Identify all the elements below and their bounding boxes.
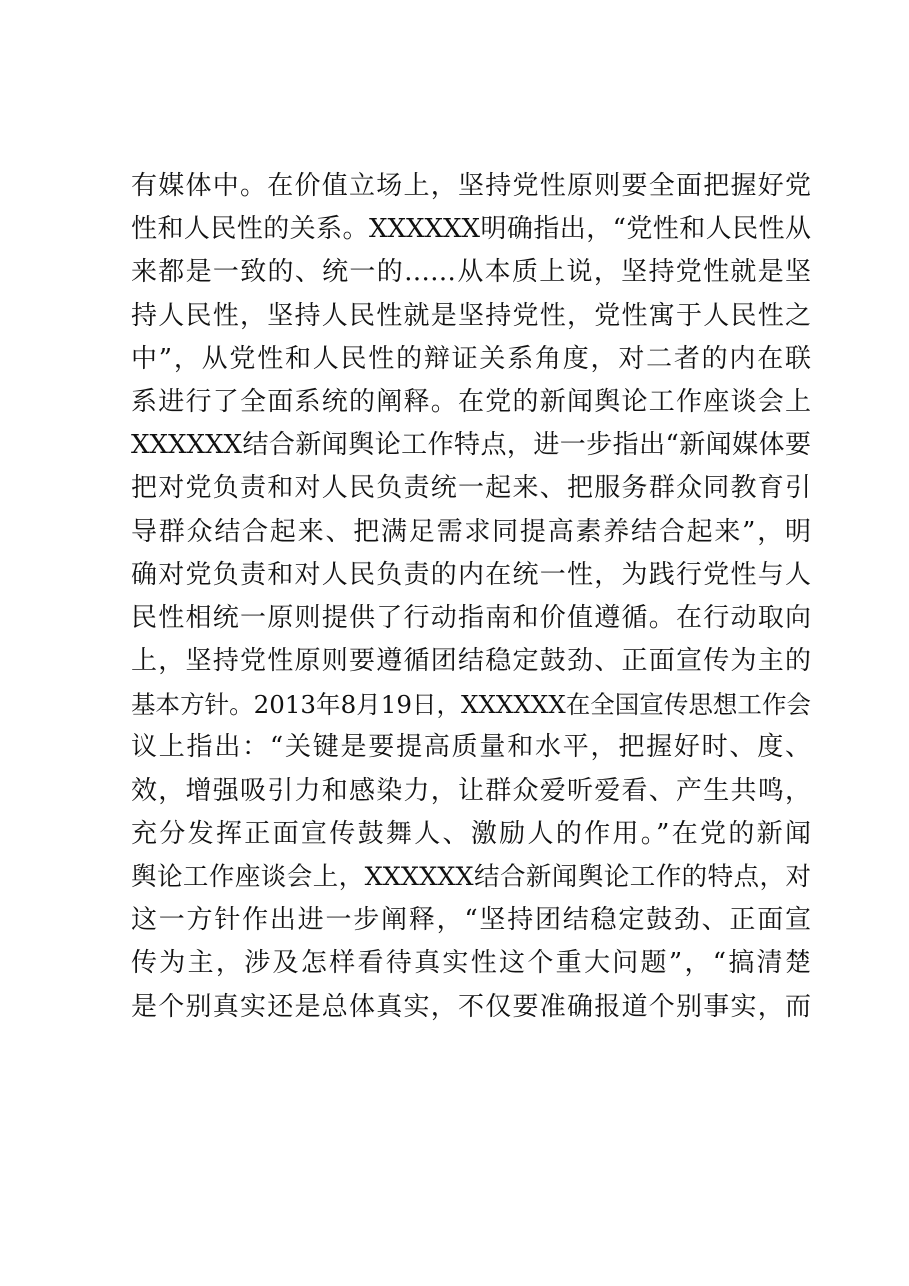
- text-line: 有媒体中。在价值立场上，坚持党性原则要全面把握好党: [131, 171, 811, 201]
- text-line: 系进行了全面系统的阐释。在党的新闻舆论工作座谈会上: [131, 386, 811, 417]
- text-line: 中”，从党性和人民性的辩证关系角度，对二者的内在联: [131, 343, 811, 374]
- text-line: XXXXXX结合新闻舆论工作特点，进一步指出“新闻媒体要: [131, 430, 811, 461]
- text-line: 民性相统一原则提供了行动指南和价值遵循。在行动取向: [131, 602, 811, 633]
- text-line: 这一方针作出进一步阐释，“坚持团结稳定鼓劲、正面宣: [131, 905, 811, 936]
- text-line: 效，增强吸引力和感染力，让群众爱听爱看、产生共鸣，: [131, 775, 811, 806]
- text-line: 性和人民性的关系。XXXXXX明确指出，“党性和人民性从: [131, 214, 811, 245]
- text-line: 上，坚持党性原则要遵循团结稳定鼓劲、正面宣传为主的: [131, 646, 811, 677]
- text-line: 把对党负责和对人民负责统一起来、把服务群众同教育引: [131, 473, 811, 504]
- text-line: 来都是一致的、统一的……从本质上说，坚持党性就是坚: [131, 257, 811, 288]
- text-line: 持人民性，坚持人民性就是坚持党性，党性寓于人民性之: [131, 300, 811, 331]
- text-line: 是个别真实还是总体真实，不仅要准确报道个别事实，而: [131, 991, 811, 1022]
- body-paragraph: [131, 165, 811, 1029]
- text-line: 充分发挥正面宣传鼓舞人、激励人的作用。”在党的新闻: [131, 818, 811, 849]
- text-line: 确对党负责和对人民负责的内在统一性，为践行党性与人: [131, 559, 811, 590]
- text-line: 传为主，涉及怎样看待真实性这个重大问题”，“搞清楚: [131, 948, 811, 979]
- text-line: 议上指出：“关键是要提高质量和水平，把握好时、度、: [131, 732, 811, 763]
- text-line: 舆论工作座谈会上，XXXXXX结合新闻舆论工作的特点，对: [131, 862, 811, 892]
- text-line: 基本方针。2013年8月19日，XXXXXX在全国宣传思想工作会: [131, 690, 811, 720]
- text-line: 导群众结合起来、把满足需求同提高素养结合起来”，明: [131, 516, 811, 547]
